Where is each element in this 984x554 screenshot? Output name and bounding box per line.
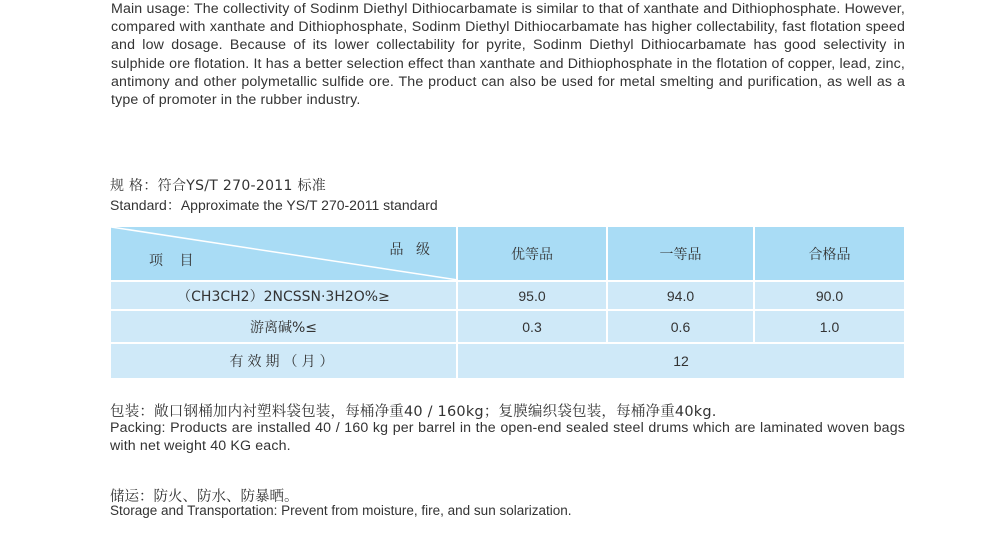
row-item-label: 游离碱%≤	[111, 311, 458, 342]
row-item-label: （CH3CH2）2NCSSN·3H2O%≥	[111, 282, 458, 309]
diagonal-header-cell	[111, 227, 458, 280]
row-value: 0.3	[458, 311, 608, 342]
grade-first: 一等品	[608, 227, 755, 280]
table-row	[111, 311, 904, 342]
spec-zh: 规 格：符合YS/T 270-2011 标准	[110, 178, 327, 194]
spec-table	[111, 227, 904, 378]
spec-en: Standard：Approximate the YS/T 270-2011 standard	[110, 197, 438, 213]
packing-zh: 包装：敞口钢桶加内衬塑料袋包装，每桶净重40 / 160kg；复膜编织袋包装，每桶净重40kg.	[110, 404, 717, 420]
row-value: 94.0	[608, 282, 755, 309]
storage-en: Storage and Transportation: Prevent from moisture, fire, and sun solarization.	[110, 503, 572, 518]
row-value: 95.0	[458, 282, 608, 309]
table-row	[111, 344, 904, 378]
grade-premium: 优等品	[458, 227, 608, 280]
table-header-row	[111, 227, 904, 280]
main-usage-paragraph: Main usage: The collectivity of Sodinm Diethyl Dithiocarbamate is similar to that of xanthate and Dithiophosphate. However, compared with xanthate and Dithiophosphate, Sodinm Diethyl Dithiocarbamate has higher collectability, fast flotation speed and low dosage. Because of its lower collectability for pyrite, Sodinm Diethyl Dithiocarbamate has good selectivity in sulphide ore flotation. It has a better selection effect than xanthate and Dithiophosphate in the flotation of copper, lead, zinc, antimony and other polymetallic sulfide ore. The product can also be used for metal smelting and purification, as well as a type of promoter in the rubber industry.	[111, 1, 905, 109]
validity-value: 12	[673, 353, 689, 369]
storage-zh: 储运：防火、防水、防暴晒。	[110, 489, 299, 505]
table-row	[111, 282, 904, 309]
row-value: 1.0	[819, 318, 840, 335]
row-value: 90.0	[815, 287, 844, 304]
packing-en: Packing: Products are installed 40 / 160 kg per barrel in the open-end sealed steel drums which are laminated woven bags with net weight 40 KG each.	[110, 420, 905, 454]
grade-qualified: 合格品	[808, 246, 851, 263]
row-value: 0.6	[608, 311, 755, 342]
header-item-label: 项 目	[149, 253, 200, 269]
validity-label: 有效期（月）	[111, 344, 458, 378]
header-grade-label: 品 级	[389, 242, 434, 258]
